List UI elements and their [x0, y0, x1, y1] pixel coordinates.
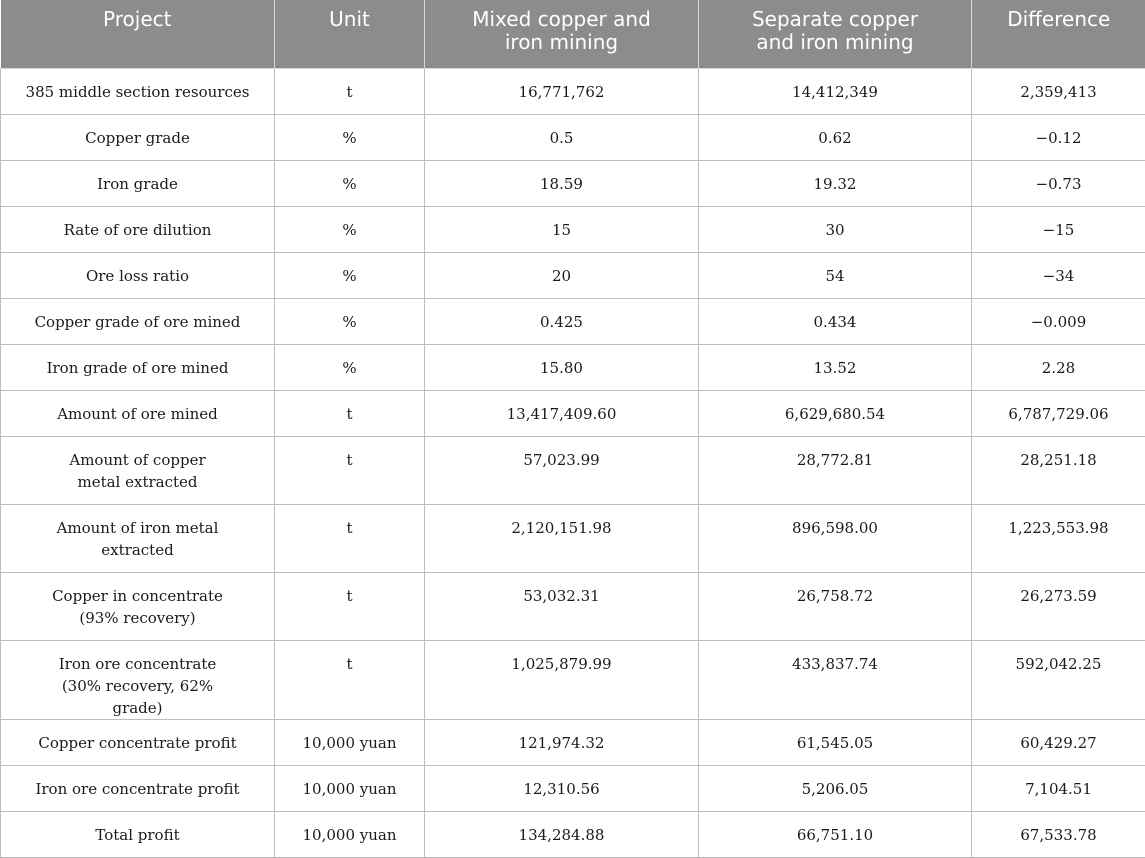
cell-mixed: 15.80 [425, 344, 699, 390]
cell-difference: 26,273.59 [972, 572, 1145, 640]
cell-project-text: Amount of iron metal extracted [53, 517, 223, 561]
cell-project: 385 middle section resources [1, 68, 275, 114]
cell-unit: t [275, 390, 425, 436]
cell-project [1, 504, 275, 572]
header-separate-mining-label: Separate copper and iron mining [730, 8, 940, 54]
cell-difference: 6,787,729.06 [972, 390, 1145, 436]
cell-separate: 0.434 [699, 298, 972, 344]
cell-unit: 10,000 yuan [275, 719, 425, 765]
cell-unit: % [275, 344, 425, 390]
cell-project: Ore loss ratio [1, 252, 275, 298]
table-row [1, 390, 1145, 436]
cell-separate: 433,837.74 [699, 640, 972, 719]
cell-mixed: 18.59 [425, 160, 699, 206]
cell-project: Amount of ore mined [1, 390, 275, 436]
cell-difference: 1,223,553.98 [972, 504, 1145, 572]
table-row [1, 572, 1145, 640]
cell-unit: 10,000 yuan [275, 811, 425, 857]
header-project: Project [1, 0, 275, 68]
table-row [1, 68, 1145, 114]
cell-unit: 10,000 yuan [275, 765, 425, 811]
cell-unit: t [275, 436, 425, 504]
cell-project: Iron grade [1, 160, 275, 206]
cell-mixed: 121,974.32 [425, 719, 699, 765]
cell-difference: −34 [972, 252, 1145, 298]
cell-project [1, 640, 275, 719]
cell-unit: t [275, 68, 425, 114]
cell-separate: 6,629,680.54 [699, 390, 972, 436]
cell-project: Iron grade of ore mined [1, 344, 275, 390]
cell-difference: −0.009 [972, 298, 1145, 344]
table-row [1, 504, 1145, 572]
cell-separate: 54 [699, 252, 972, 298]
table-row [1, 436, 1145, 504]
table-row [1, 640, 1145, 719]
cell-mixed: 13,417,409.60 [425, 390, 699, 436]
cell-difference: −0.73 [972, 160, 1145, 206]
cell-mixed: 2,120,151.98 [425, 504, 699, 572]
cell-unit: % [275, 160, 425, 206]
cell-separate: 896,598.00 [699, 504, 972, 572]
cell-mixed: 0.5 [425, 114, 699, 160]
cell-mixed: 53,032.31 [425, 572, 699, 640]
cell-project [1, 572, 275, 640]
table-body [1, 68, 1145, 857]
cell-project [1, 436, 275, 504]
cell-unit: t [275, 640, 425, 719]
table-row [1, 114, 1145, 160]
cell-project-text: Copper in concentrate (93% recovery) [38, 585, 238, 629]
header-row [1, 0, 1145, 68]
cell-project: Rate of ore dilution [1, 206, 275, 252]
cell-unit: t [275, 504, 425, 572]
cell-unit: % [275, 206, 425, 252]
cell-difference: 60,429.27 [972, 719, 1145, 765]
cell-mixed: 15 [425, 206, 699, 252]
table-row [1, 765, 1145, 811]
header-mixed-mining [425, 0, 699, 68]
cell-separate: 66,751.10 [699, 811, 972, 857]
cell-separate: 14,412,349 [699, 68, 972, 114]
table-row [1, 252, 1145, 298]
cell-separate: 61,545.05 [699, 719, 972, 765]
cell-difference: 7,104.51 [972, 765, 1145, 811]
table-row [1, 206, 1145, 252]
cell-mixed: 0.425 [425, 298, 699, 344]
cell-mixed: 20 [425, 252, 699, 298]
cell-unit: % [275, 114, 425, 160]
cell-mixed: 57,023.99 [425, 436, 699, 504]
cell-project: Total profit [1, 811, 275, 857]
table-row [1, 298, 1145, 344]
cell-difference: −0.12 [972, 114, 1145, 160]
cell-mixed: 134,284.88 [425, 811, 699, 857]
cell-separate: 26,758.72 [699, 572, 972, 640]
cell-separate: 30 [699, 206, 972, 252]
cell-unit: t [275, 572, 425, 640]
header-unit: Unit [275, 0, 425, 68]
cell-difference: 2,359,413 [972, 68, 1145, 114]
table-row [1, 160, 1145, 206]
cell-project: Copper grade of ore mined [1, 298, 275, 344]
cell-difference: −15 [972, 206, 1145, 252]
cell-unit: % [275, 298, 425, 344]
header-mixed-mining-label: Mixed copper and iron mining [467, 8, 657, 54]
cell-mixed: 1,025,879.99 [425, 640, 699, 719]
cell-separate: 28,772.81 [699, 436, 972, 504]
table-row [1, 811, 1145, 857]
cell-difference: 2.28 [972, 344, 1145, 390]
cell-project-text: Amount of copper metal extracted [48, 449, 228, 493]
cell-project-text: Iron ore concentrate (30% recovery, 62% grade) [38, 653, 238, 719]
cell-separate: 5,206.05 [699, 765, 972, 811]
cell-separate: 0.62 [699, 114, 972, 160]
cell-mixed: 16,771,762 [425, 68, 699, 114]
table-header [1, 0, 1145, 68]
header-separate-mining [699, 0, 972, 68]
cell-project: Copper concentrate profit [1, 719, 275, 765]
cell-project: Iron ore concentrate profit [1, 765, 275, 811]
cell-difference: 28,251.18 [972, 436, 1145, 504]
cell-difference: 67,533.78 [972, 811, 1145, 857]
cell-project: Copper grade [1, 114, 275, 160]
cell-difference: 592,042.25 [972, 640, 1145, 719]
table-row [1, 344, 1145, 390]
cell-mixed: 12,310.56 [425, 765, 699, 811]
cell-separate: 19.32 [699, 160, 972, 206]
cell-unit: % [275, 252, 425, 298]
header-difference: Difference [972, 0, 1145, 68]
cell-separate: 13.52 [699, 344, 972, 390]
table-row [1, 719, 1145, 765]
